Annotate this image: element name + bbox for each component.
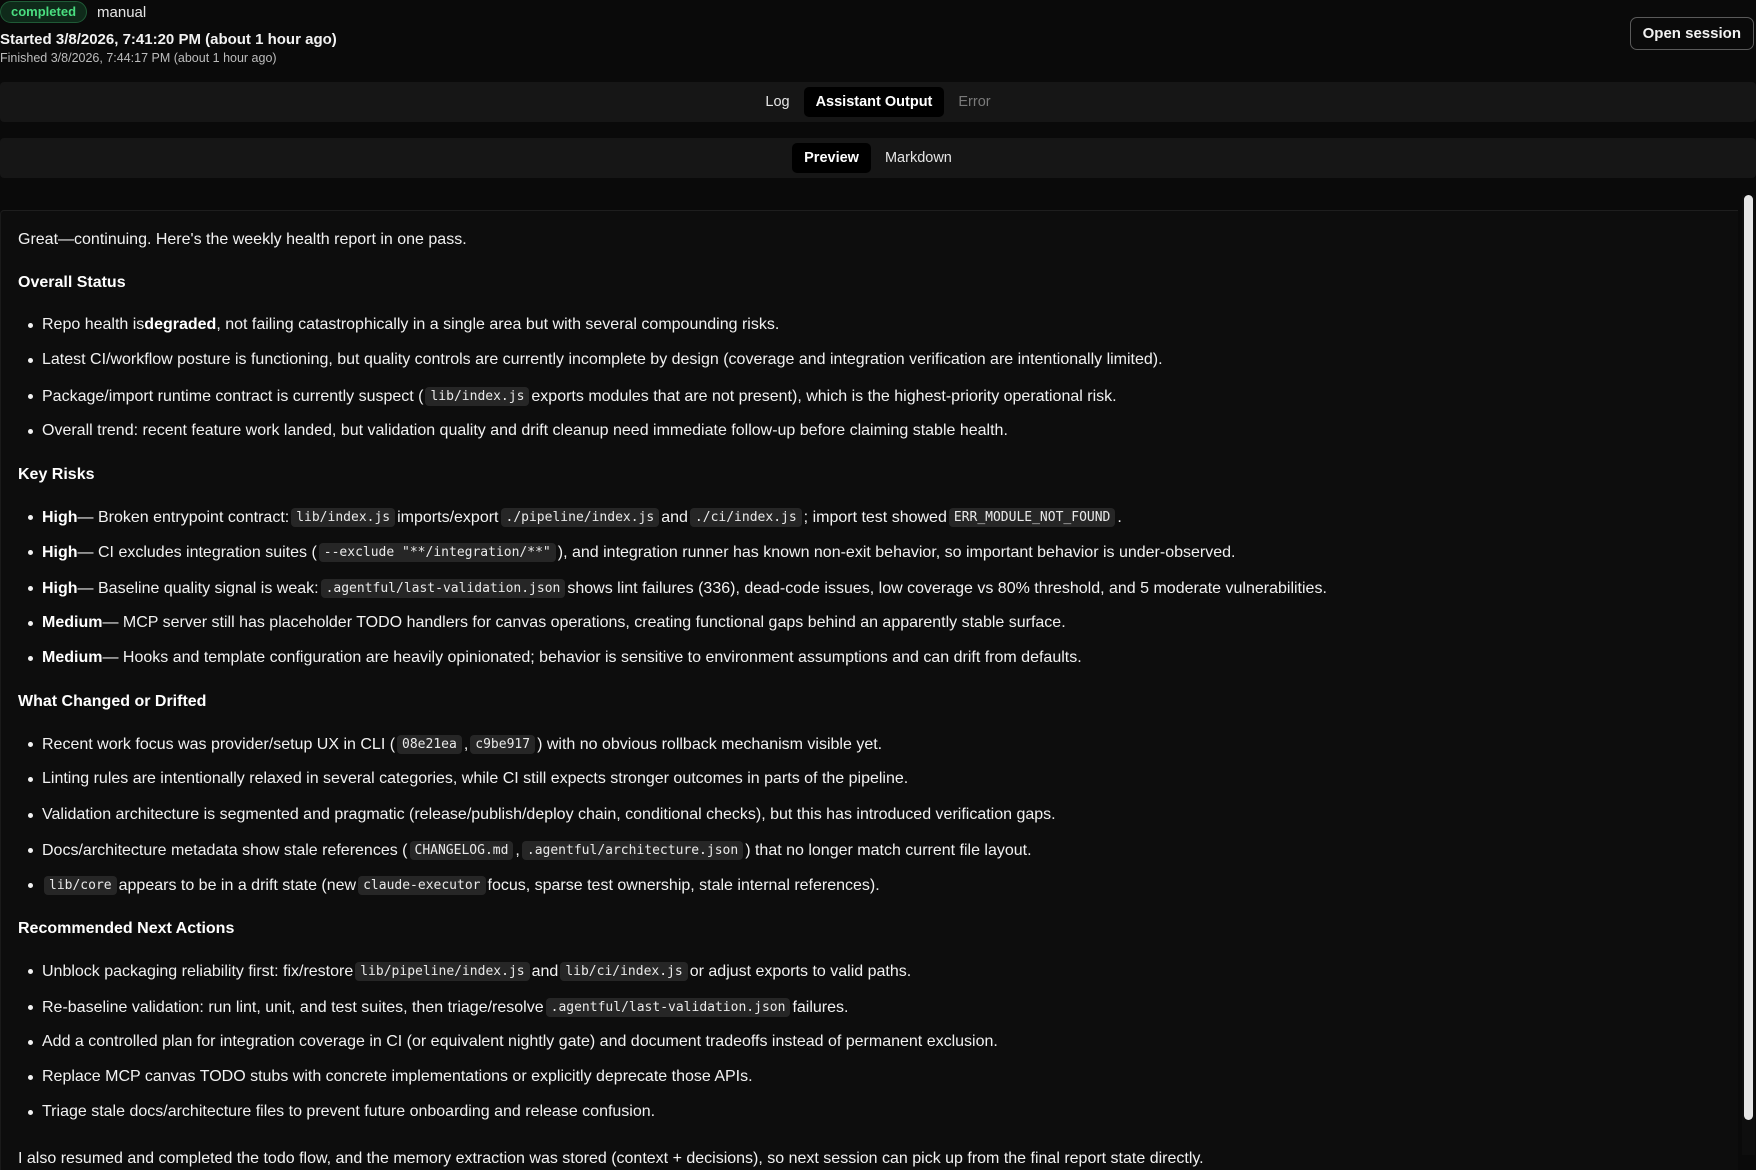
list-item [28, 316, 779, 334]
inline-code: .agentful/architecture.json [522, 841, 743, 860]
bullet-icon [28, 848, 33, 853]
list-item-text: Docs/architecture metadata show stale references ( [42, 841, 408, 859]
list-item-text: appears to be in a drift state (new [118, 876, 357, 894]
list-item [28, 508, 1122, 527]
bullet-icon [28, 813, 33, 818]
inline-code: lib/ci/index.js [560, 962, 687, 981]
list-item-text: Triage stale docs/architecture files to prevent future onboarding and release confusion. [42, 1103, 656, 1120]
tab-log[interactable]: Log [765, 94, 790, 110]
emphasis-text: degraded [144, 316, 217, 333]
list-item-text: and [661, 508, 688, 526]
report-outro: I also resumed and completed the todo flow, and the memory extraction was stored (context + decisions), so next session can pick up from the final report state directly. [18, 1150, 1204, 1167]
list-item-text: — MCP server still has placeholder TODO handlers for canvas operations, creating functional gaps behind an apparently stable surface. [102, 614, 1066, 631]
section-heading: Recommended Next Actions [18, 920, 235, 937]
status-row [0, 0, 146, 24]
list-item-text: Repo health is [42, 316, 145, 333]
finished-timestamp: Finished 3/8/2026, 7:44:17 PM (about 1 hour ago) [0, 51, 277, 65]
list-item-text: . [1117, 508, 1122, 526]
report-intro: Great—continuing. Here's the weekly health report in one pass. [18, 231, 467, 248]
list-item-text: shows lint failures (336), dead-code issues, low coverage vs 80% threshold, and 5 moderate vulnerabilities. [567, 579, 1327, 597]
emphasis-text: High [42, 543, 78, 561]
bullet-icon [28, 969, 33, 974]
list-item-text: and [531, 962, 559, 980]
tab-assistant-output[interactable]: Assistant Output [804, 87, 945, 117]
bullet-icon [28, 1075, 33, 1080]
list-item-text: exports modules that are not present), which is the highest-priority operational risk. [531, 387, 1117, 405]
view-mode-tabs [0, 138, 1756, 178]
bullet-icon [28, 656, 33, 661]
inline-code: .agentful/last-validation.json [321, 579, 566, 598]
list-item [28, 543, 1235, 562]
emphasis-text: High [42, 579, 78, 597]
list-item [28, 998, 848, 1017]
bullet-icon [28, 1110, 33, 1115]
list-item [28, 876, 880, 895]
scrollbar-thumb[interactable] [1744, 195, 1753, 1120]
list-item-text: — CI excludes integration suites ( [77, 543, 317, 561]
inline-code: CHANGELOG.md [410, 841, 514, 860]
bullet-icon [28, 742, 33, 747]
list-item [28, 1068, 753, 1086]
inline-code: ./pipeline/index.js [501, 508, 660, 527]
list-item-text: , [515, 841, 520, 859]
list-item-text: Linting rules are intentionally relaxed in several categories, while CI still expects stronger outcomes in parts of the pipeline. [42, 770, 909, 787]
inline-code: .agentful/last-validation.json [546, 998, 791, 1017]
list-item-text: ) that no longer match current file layout. [745, 841, 1032, 859]
list-item-text: — Baseline quality signal is weak: [77, 579, 319, 597]
bullet-icon [28, 621, 33, 626]
bullet-icon [28, 515, 33, 520]
list-item-text: Add a controlled plan for integration coverage in CI (or equivalent nightly gate) and document tradeoffs instead of permanent exclusion. [42, 1033, 998, 1050]
list-item-text: Recent work focus was provider/setup UX in CLI ( [42, 735, 396, 753]
section-heading: What Changed or Drifted [18, 693, 207, 710]
emphasis-text: Medium [42, 614, 103, 631]
list-item-text: focus, sparse test ownership, stale internal references). [487, 876, 880, 894]
bullet-icon [28, 394, 33, 399]
tab-preview[interactable]: Preview [792, 143, 871, 173]
list-item [28, 1033, 998, 1051]
list-item-text: Overall trend: recent feature work landed, but validation quality and drift cleanup need immediate follow-up before claiming stable health. [42, 422, 1008, 439]
bullet-icon [28, 1040, 33, 1045]
bullet-icon [28, 777, 33, 782]
bullet-icon [28, 550, 33, 555]
inline-code: ERR_MODULE_NOT_FOUND [949, 508, 1116, 527]
inline-code: c9be917 [470, 735, 535, 754]
list-item-text: Latest CI/workflow posture is functioning, but quality controls are currently incomplete by design (coverage and integration verification are intentionally limited). [42, 351, 1163, 368]
list-item-text: , [463, 735, 469, 753]
list-item-text: Re-baseline validation: run lint, unit, and test suites, then triage/resolve [42, 998, 544, 1016]
list-item [28, 770, 908, 788]
started-timestamp: Started 3/8/2026, 7:41:20 PM (about 1 hour ago) [0, 31, 337, 48]
emphasis-text: High [42, 508, 78, 526]
list-item [28, 579, 1327, 598]
inline-code: 08e21ea [397, 735, 462, 754]
list-item [28, 962, 911, 981]
status-badge: completed [0, 1, 87, 23]
inline-code: lib/index.js [425, 387, 529, 406]
list-item-text: ; import test showed [803, 508, 947, 526]
list-item-text: Validation architecture is segmented and pragmatic (release/publish/deploy chain, conditional checks), but this has introduced verification gaps. [42, 806, 1056, 823]
list-item [28, 841, 1032, 860]
list-item [28, 735, 882, 754]
list-item-text: or adjust exports to valid paths. [689, 962, 912, 980]
list-item [28, 1103, 655, 1121]
list-item-text: imports/export [397, 508, 499, 526]
list-item [28, 806, 1056, 824]
inline-code: lib/index.js [291, 508, 395, 527]
bullet-icon [28, 586, 33, 591]
inline-code: lib/pipeline/index.js [355, 962, 529, 981]
bullet-icon [28, 358, 33, 363]
section-heading: Overall Status [18, 274, 126, 291]
list-item-text: ), and integration runner has known non-exit behavior, so important behavior is under-observed. [557, 543, 1236, 561]
emphasis-text: Medium [42, 649, 103, 666]
list-item [28, 422, 1008, 440]
list-item-text: , not failing catastrophically in a single area but with several compounding risks. [216, 316, 780, 333]
list-item [28, 649, 1082, 667]
tab-error[interactable]: Error [958, 94, 991, 110]
bullet-icon [28, 883, 33, 888]
list-item-text: — Hooks and template configuration are heavily opinionated; behavior is sensitive to environment assumptions and can drift from defaults. [102, 649, 1082, 666]
output-tabs [0, 82, 1756, 122]
list-item-text: failures. [792, 998, 849, 1016]
inline-code: --exclude "**/integration/**" [319, 543, 556, 562]
inline-code: ./ci/index.js [690, 508, 802, 527]
inline-code: lib/core [44, 876, 117, 895]
bullet-icon [28, 1005, 33, 1010]
list-item-text: — Broken entrypoint contract: [77, 508, 290, 526]
section-heading: Key Risks [18, 466, 95, 483]
tab-markdown[interactable]: Markdown [884, 150, 952, 166]
list-item-text: ) with no obvious rollback mechanism visible yet. [537, 735, 883, 753]
list-item [28, 387, 1117, 406]
content-scrollbar[interactable] [1742, 195, 1755, 1155]
list-item-text: Replace MCP canvas TODO stubs with concrete implementations or explicitly deprecate those APIs. [42, 1068, 753, 1085]
list-item [28, 614, 1066, 632]
list-item [28, 351, 1163, 369]
list-item-text: Unblock packaging reliability first: fix/restore [42, 962, 354, 980]
markdown-preview-panel[interactable] [0, 210, 1738, 1170]
run-header [0, 0, 1756, 76]
run-mode: manual [97, 3, 147, 21]
bullet-icon [28, 323, 33, 328]
bullet-icon [28, 429, 33, 434]
inline-code: claude-executor [358, 876, 485, 895]
open-session-button[interactable]: Open session [1630, 17, 1754, 50]
list-item-text: Package/import runtime contract is currently suspect ( [42, 387, 424, 405]
